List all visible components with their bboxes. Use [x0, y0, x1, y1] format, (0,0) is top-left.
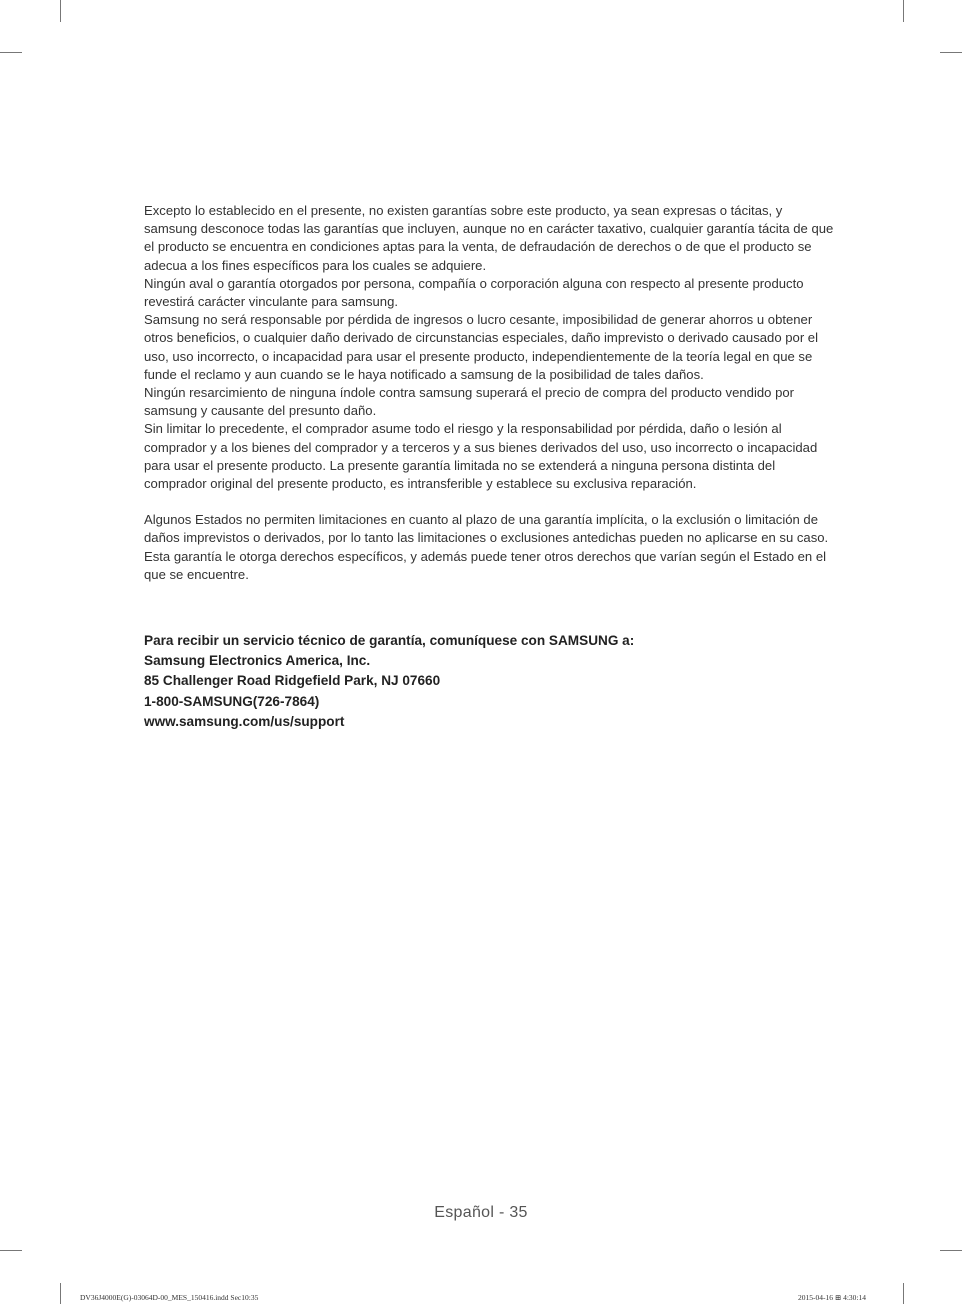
warranty-text [144, 202, 838, 584]
warranty-paragraph: Sin limitar lo precedente, el comprador asume todo el riesgo y la responsabilidad por pérdida, daño o lesión al comprador y a los bienes del comprador y a terceros y a sus bienes derivados del uso, uso incorrecto o incapacidad para usar el presente producto. La presente garantía limitada no se extenderá a ninguna persona distinta del comprador original del presente producto, es intransferible y establece su exclusiva reparación. [144, 421, 818, 492]
crop-mark-right-bottom [940, 1250, 962, 1251]
warranty-paragraph: Ningún resarcimiento de ninguna índole contra samsung superará el precio de compra del producto vendido por samsung y causante del presunto daño. [144, 385, 794, 419]
crop-mark-top-right [903, 0, 904, 22]
page-number: Español - 35 [434, 1204, 528, 1221]
contact-heading: Para recibir un servicio técnico de garantía, comuníquese con SAMSUNG a: [144, 633, 635, 648]
service-contact [144, 631, 838, 732]
crop-mark-left-top [0, 52, 22, 53]
warranty-paragraph: Excepto lo establecido en el presente, no existen garantías sobre este producto, ya sean expresas o tácitas, y samsung desconoce todas las garantías que incluyen, aunque no en carácter taxativo, cualquier garantía tácita de que el producto se encuentra en condiciones aptas para la venta, de defraudación de derechos o de que el producto se adecua a los fines específicos para los cuales se adquiere. [144, 203, 834, 273]
crop-mark-top-left [60, 0, 61, 22]
print-slug-file: DV36J4000E(G)-03064D-00_MES_150416.indd Sec10:35 [80, 1293, 259, 1302]
warranty-paragraph: Samsung no será responsable por pérdida de ingresos o lucro cesante, imposibilidad de generar ahorros u obtener otros beneficios, o cualquier daño derivado de circunstancias especiales, daño imprevisto o derivado causado por el uso, uso incorrecto, o incapacidad para usar el presente producto, independientemente de la teoría legal en que se funde el reclamo y aun cuando se le haya notificado a samsung de la posibilidad de tales daños. [144, 312, 819, 382]
crop-mark-bottom-left [60, 1283, 61, 1304]
contact-website[interactable]: www.samsung.com/us/support [144, 713, 345, 729]
crop-mark-right-top [940, 52, 962, 53]
contact-company: Samsung Electronics America, Inc. [144, 653, 371, 669]
contact-address: 85 Challenger Road Ridgefield Park, NJ 07660 [144, 673, 441, 689]
crop-mark-left-bottom [0, 1250, 22, 1251]
crop-mark-bottom-right [903, 1283, 904, 1304]
warranty-paragraph: Ningún aval o garantía otorgados por persona, compañía o corporación alguna con respecto al presente producto revestirá carácter vinculante para samsung. [144, 275, 804, 310]
contact-phone: 1-800-SAMSUNG(726-7864) [144, 693, 320, 709]
print-slug-date: 2015-04-16 ⊞ 4:30:14 [798, 1293, 866, 1302]
warranty-paragraph: Algunos Estados no permiten limitaciones en cuanto al plazo de una garantía implícita, o la exclusión o limitación de daños imprevistos o derivados, por lo tanto las limitaciones o exclusiones antedichas pueden no aplicarse en su caso. Esta garantía le otorga derechos específicos, y además puede tener otros derechos que varían según el Estado en el que se encuentre. [144, 512, 829, 582]
